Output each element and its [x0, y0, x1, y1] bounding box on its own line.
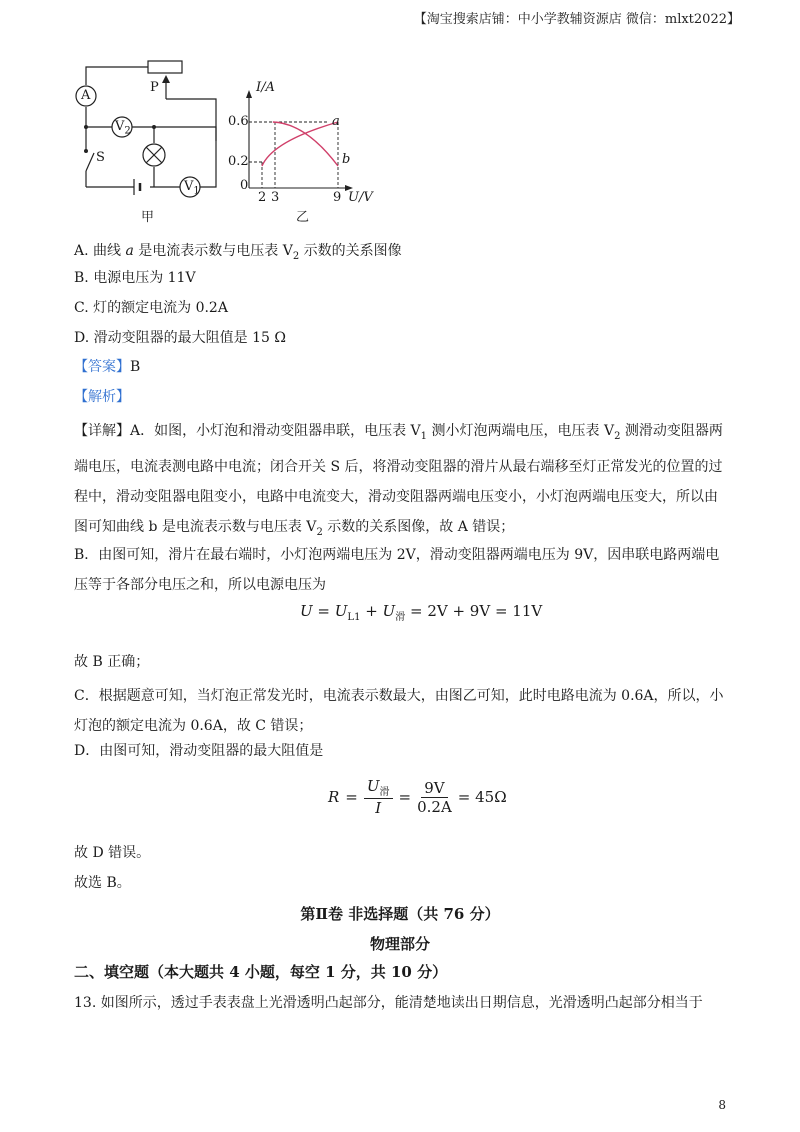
v1-label: $V_1$ — [184, 179, 200, 197]
option-c: C. 灯的额定电流为 0.2A — [74, 300, 228, 316]
subsection-title: 物理部分 — [369, 935, 430, 953]
figure-caption-jia: 甲 — [141, 210, 155, 225]
analysis-label: 【解析】 — [74, 389, 130, 405]
detail-d-conclusion: 故 D 错误。 — [74, 845, 151, 861]
answer-line: 【答案】B — [74, 359, 141, 375]
detail-paragraph-d: D．由图可知，滑动变阻器的最大阻值是 — [74, 743, 324, 759]
detail-b-conclusion: 故 B 正确； — [74, 654, 150, 670]
curves-group — [262, 122, 338, 166]
curve-b-label: b — [342, 152, 351, 167]
curve-a-label: a — [332, 114, 340, 129]
x-tick-2: 2 — [258, 190, 267, 205]
y-tick-0: 0 — [240, 178, 249, 193]
ammeter-label: A — [81, 88, 91, 103]
x-tick-3: 3 — [271, 190, 280, 205]
switch-label: S — [96, 150, 105, 165]
page-header: 【淘宝搜索店铺：中小学教辅资源店 微信：mlxt2022】 — [413, 12, 740, 27]
option-a: A. 曲线 a 是电流表示数与电压表 $V_2$ 示数的关系图像 — [74, 243, 402, 262]
equation-resistance: R = $U_滑$ I = $\frac{9V}{0.2A}$ = 45Ω — [328, 777, 507, 817]
y-tick-0.6: 0.6 — [228, 114, 249, 129]
option-b: B. 电源电压为 11V — [74, 270, 196, 286]
y-axis-label: I/A — [256, 80, 275, 95]
figure-caption-yi: 乙 — [296, 210, 310, 225]
detail-paragraph-a: 【详解】A．如图，小灯泡和滑动变阻器串联，电压表 $V_1$ 测小灯泡两端电压，电压表 $V_2$ 测滑动变阻器两端电压，电流表测电路中电流；闭合开关 S 后，将滑动变阻器的滑片从最右端移至灯正常发光的位置的过程中，滑动变阻器电阻变小，电路中电流变大，滑动变阻器两端电压变小，小灯泡两端电压变大，所以由图可知曲线 b 是电流表示数与电压表 $V_2$ 示数的关系图像，故 A 错误； — [74, 423, 723, 538]
option-d: D. 滑动变阻器的最大阻值是 15 Ω — [74, 330, 286, 346]
question-13: 13. 如图所示，透过手表表盘上光滑透明凸起部分，能清楚地读出日期信息，光滑透明凸起部分相当于 — [74, 995, 703, 1011]
detail-paragraph-b: B．由图可知，滑片在最右端时，小灯泡两端电压为 2V，滑动变阻器两端电压为 9V，因串联电路两端电压等于各部分电压之和，所以电源电压为 — [74, 547, 720, 593]
x-axis-label: U/V — [348, 190, 373, 205]
x-tick-9: 9 — [333, 190, 342, 205]
equation-voltage: $U = U_{L1} + U_滑 = 2V + 9V = 11V$ — [300, 602, 543, 623]
slider-label: P — [150, 80, 159, 95]
v2-label: $V_2$ — [115, 119, 131, 137]
section-title: 第Ⅱ卷 非选择题（共 76 分） — [300, 905, 500, 923]
part-title: 二、填空题（本大题共 4 小题，每空 1 分，共 10 分） — [74, 963, 448, 981]
page-number: 8 — [718, 1098, 726, 1112]
curve-a — [262, 122, 338, 166]
final-conclusion: 故选 B。 — [74, 875, 131, 891]
y-tick-0.2: 0.2 — [228, 154, 249, 169]
detail-paragraph-c: C．根据题意可知，当灯泡正常发光时，电流表示数最大，由图乙可知，此时电路电流为 0.6A，所以，小灯泡的额定电流为 0.6A，故 C 错误； — [74, 688, 724, 734]
